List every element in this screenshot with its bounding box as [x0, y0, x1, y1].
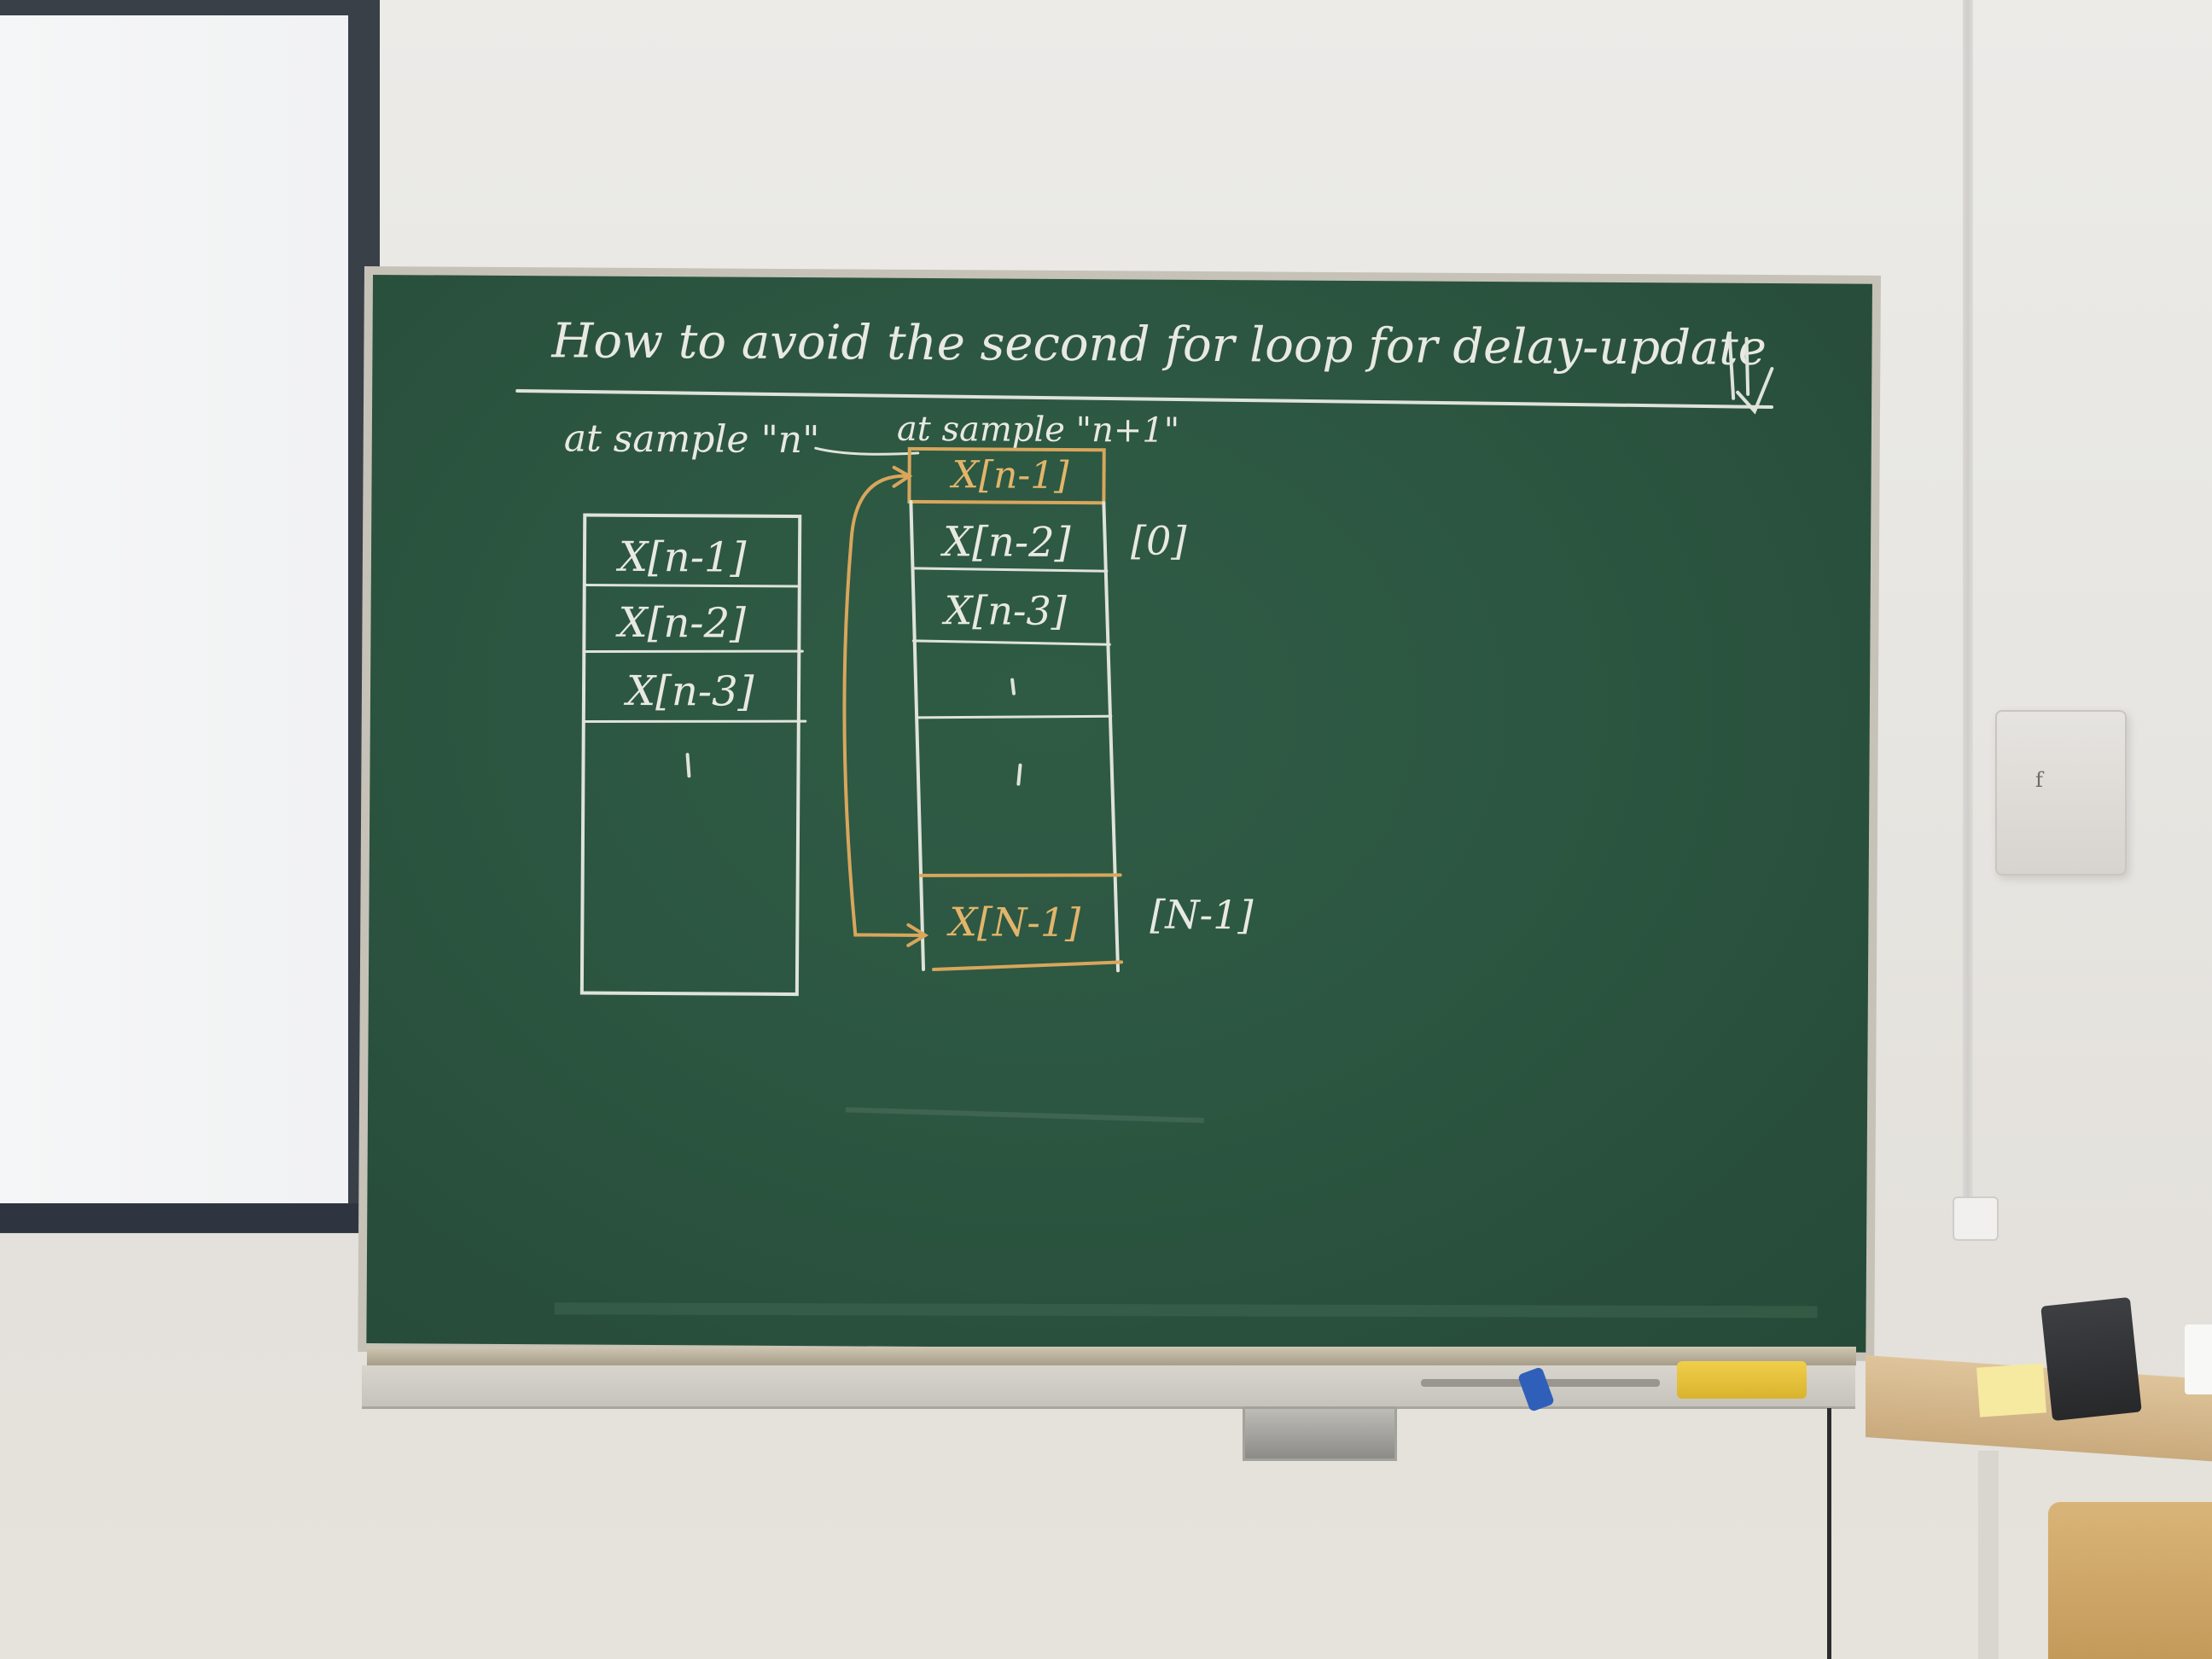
- left-cell-3: X[n-3]: [626, 667, 754, 716]
- projector-screen-bar: [0, 1203, 358, 1232]
- tray-ledge: [362, 1365, 1855, 1409]
- cup: [2185, 1324, 2212, 1394]
- wrap-arrow: [843, 475, 927, 935]
- chair: [2048, 1502, 2212, 1659]
- left-cell-1: X[n-1]: [618, 533, 747, 582]
- title-underline: [517, 391, 1772, 407]
- label-sample-n: at sample "n": [563, 416, 820, 463]
- board-bracket: [1243, 1406, 1397, 1461]
- chalk-writing: [366, 275, 1872, 1353]
- box-on-desk: [2040, 1297, 2142, 1421]
- projector-screen: [0, 15, 348, 1203]
- right-cell-1: X[n-1]: [952, 453, 1069, 498]
- label-pointer: [816, 448, 918, 454]
- left-cell-2: X[n-2]: [618, 598, 746, 648]
- right-cell-2: X[n-2]: [942, 518, 1071, 567]
- index-first: [0]: [1130, 517, 1187, 564]
- chalk-tray: [367, 1347, 1856, 1365]
- right-cell-3: X[n-3]: [944, 587, 1067, 634]
- left-buffer: [582, 515, 806, 995]
- eraser-smudge: [846, 1109, 1204, 1121]
- sticky-notes: [1976, 1363, 2046, 1417]
- label-sample-n1: at sample "n+1": [896, 409, 1180, 451]
- right-buffer: [906, 449, 1256, 971]
- sponge: [1677, 1361, 1807, 1399]
- desk-leg: [1978, 1451, 1999, 1659]
- board-lower-smudge: [555, 1304, 1818, 1316]
- power-cable: [1827, 1408, 1831, 1659]
- wall-box-label: f: [2035, 768, 2043, 792]
- board-title: How to avoid the second for loop for delay-update: [551, 313, 1767, 376]
- right-cell-last: X[N-1]: [949, 899, 1081, 946]
- wall-control-box: [1995, 710, 2127, 876]
- wall-corner: [1963, 0, 1973, 1212]
- power-outlet: [1953, 1196, 1999, 1241]
- index-last: [N-1]: [1150, 891, 1254, 939]
